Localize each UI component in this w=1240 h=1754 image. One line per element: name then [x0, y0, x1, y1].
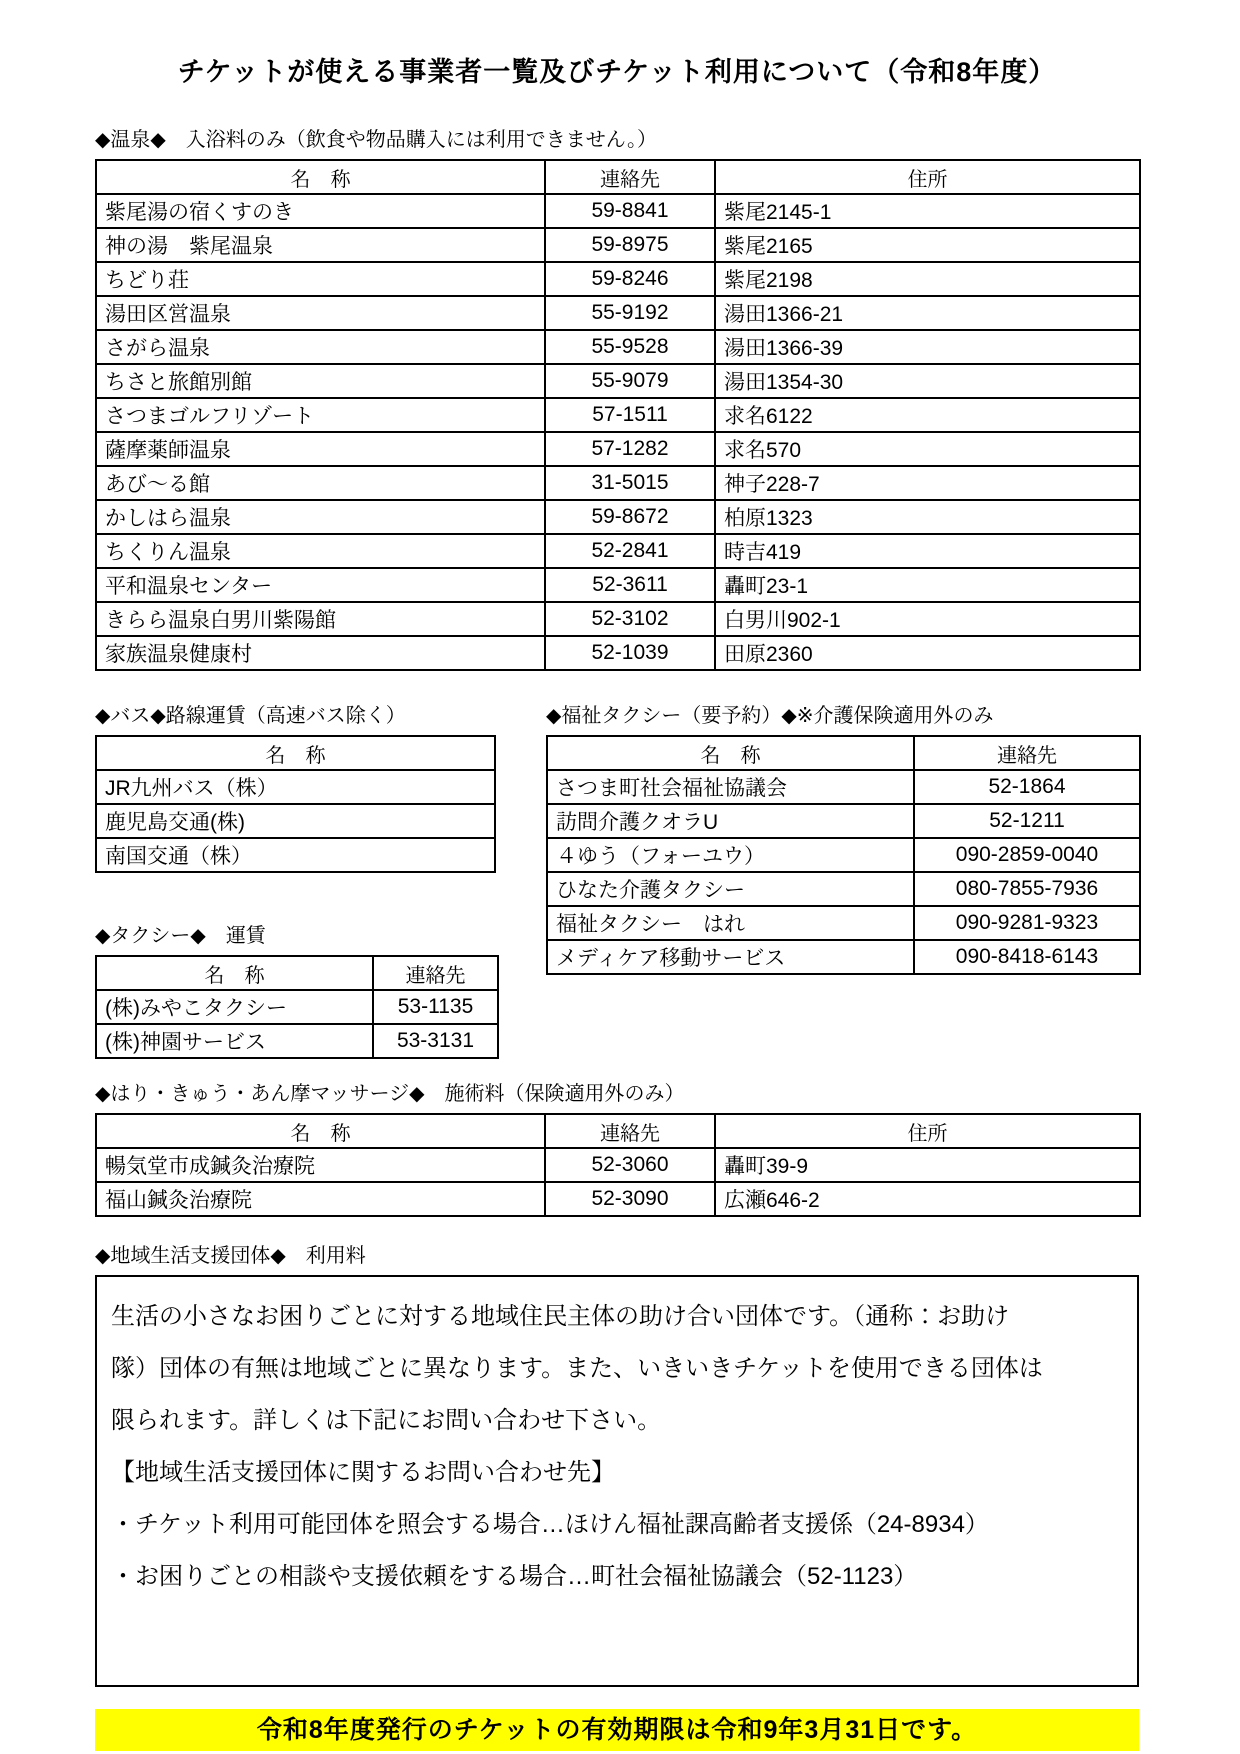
table-cell: ちさと旅館別館: [96, 364, 545, 398]
table-cell: 家族温泉健康村: [96, 636, 545, 670]
section-taxi: [95, 919, 494, 1059]
section-massage-label: ◆はり・きゅう・あん摩マッサージ◆ 施術料（保険適用外のみ）: [95, 1083, 685, 1105]
table-row: [547, 940, 1140, 974]
column-header: 連絡先: [545, 1114, 715, 1148]
column-header: 連絡先: [545, 160, 715, 194]
table-cell: 湯田1366-21: [715, 296, 1140, 330]
column-header: 名 称: [96, 736, 495, 770]
page-title: チケットが使える事業者一覧及びチケット利用について（令和8年度）: [177, 57, 1057, 87]
table-row: [96, 228, 1140, 262]
table-cell: 59-8841: [545, 194, 715, 228]
table-cell: ちくりん温泉: [96, 534, 545, 568]
section-massage: [95, 1077, 1139, 1217]
table-cell: 田原2360: [715, 636, 1140, 670]
table-cell: 時吉419: [715, 534, 1140, 568]
table-row: [96, 500, 1140, 534]
table-cell: 55-9079: [545, 364, 715, 398]
table-row: [96, 330, 1140, 364]
table-cell: 福山鍼灸治療院: [96, 1182, 545, 1216]
massage-table: [95, 1113, 1141, 1217]
column-header: 連絡先: [914, 736, 1140, 770]
section-bus: [95, 699, 494, 873]
table-row: [96, 432, 1140, 466]
massage-table-header-row: [96, 1114, 1140, 1148]
validity-notice-bar: [95, 1709, 1139, 1751]
table-cell: ひなた介護タクシー: [547, 872, 914, 906]
support-line-3: 限られます。詳しくは下記にお問い合わせ下さい。: [111, 1407, 662, 1434]
section-taxi-label: ◆タクシー◆ 運賃: [95, 925, 266, 947]
table-row: [547, 872, 1140, 906]
column-header: 連絡先: [373, 956, 498, 990]
table-cell: 轟町23-1: [715, 568, 1140, 602]
table-cell: 52-3102: [545, 602, 715, 636]
table-row: [96, 804, 495, 838]
welfare-taxi-table: [546, 735, 1141, 975]
table-cell: 52-3611: [545, 568, 715, 602]
table-row: [96, 602, 1140, 636]
table-cell: 紫尾2145-1: [715, 194, 1140, 228]
table-row: [96, 1148, 1140, 1182]
table-cell: さつまゴルフリゾート: [96, 398, 545, 432]
section-onsen-label: ◆温泉◆ 入浴料のみ（飲食や物品購入には利用できません。）: [95, 129, 657, 151]
table-row: [96, 770, 495, 804]
onsen-table: [95, 159, 1141, 671]
table-row: [547, 838, 1140, 872]
table-cell: あび～る館: [96, 466, 545, 500]
table-cell: きらら温泉白男川紫陽館: [96, 602, 545, 636]
table-cell: かしはら温泉: [96, 500, 545, 534]
right-column: [546, 699, 1139, 1059]
bus-table: [95, 735, 496, 873]
table-cell: 神子228-7: [715, 466, 1140, 500]
table-cell: (株)みやこタクシー: [96, 990, 373, 1024]
table-cell: 55-9192: [545, 296, 715, 330]
table-cell: 080-7855-7936: [914, 872, 1140, 906]
table-row: [96, 1182, 1140, 1216]
table-cell: ちどり荘: [96, 262, 545, 296]
table-row: [547, 906, 1140, 940]
table-cell: 52-3060: [545, 1148, 715, 1182]
table-cell: 59-8246: [545, 262, 715, 296]
column-header: 名 称: [96, 1114, 545, 1148]
table-row: [96, 568, 1140, 602]
table-cell: 訪問介護クオラU: [547, 804, 914, 838]
table-cell: 神の湯 紫尾温泉: [96, 228, 545, 262]
table-cell: 湯田1366-39: [715, 330, 1140, 364]
left-column: [95, 699, 494, 1059]
table-row: [96, 398, 1140, 432]
table-cell: (株)神園サービス: [96, 1024, 373, 1058]
column-header: 住所: [715, 1114, 1140, 1148]
support-line-4: 【地域生活支援団体に関するお問い合わせ先】: [111, 1459, 615, 1486]
table-cell: 湯田1354-30: [715, 364, 1140, 398]
column-header: 名 称: [96, 160, 545, 194]
table-cell: さがら温泉: [96, 330, 545, 364]
support-line-1: 生活の小さなお困りごとに対する地域住民主体の助け合い団体です。（通称：お助け: [111, 1303, 1010, 1330]
table-row: [96, 466, 1140, 500]
table-cell: 31-5015: [545, 466, 715, 500]
section-onsen: [95, 123, 1139, 671]
table-cell: 52-2841: [545, 534, 715, 568]
document-content: [95, 50, 1139, 1751]
table-row: [547, 770, 1140, 804]
table-cell: 53-3131: [373, 1024, 498, 1058]
table-cell: 鹿児島交通(株): [96, 804, 495, 838]
table-cell: 紫尾2165: [715, 228, 1140, 262]
table-cell: 広瀬646-2: [715, 1182, 1140, 1216]
table-cell: 090-9281-9323: [914, 906, 1140, 940]
table-cell: 暢気堂市成鍼灸治療院: [96, 1148, 545, 1182]
table-row: [96, 194, 1140, 228]
table-row: [96, 838, 495, 872]
table-cell: 紫尾湯の宿くすのき: [96, 194, 545, 228]
table-cell: 湯田区営温泉: [96, 296, 545, 330]
table-cell: 柏原1323: [715, 500, 1140, 534]
section-welfare-taxi: [546, 699, 1139, 975]
column-header: 住所: [715, 160, 1140, 194]
table-cell: 南国交通（株）: [96, 838, 495, 872]
section-support-group-label: ◆地域生活支援団体◆ 利用料: [95, 1245, 366, 1267]
taxi-table: [95, 955, 499, 1059]
table-row: [96, 534, 1140, 568]
section-bus-label: ◆バス◆路線運賃（高速バス除く）: [95, 705, 406, 727]
welfare-taxi-table-header-row: [547, 736, 1140, 770]
section-support-group: [95, 1239, 1139, 1687]
section-welfare-taxi-label: ◆福祉タクシー（要予約）◆※介護保険適用外のみ: [546, 705, 994, 727]
table-cell: メディケア移動サービス: [547, 940, 914, 974]
table-cell: 52-1211: [914, 804, 1140, 838]
support-line-2: 隊）団体の有無は地域ごとに異なります。また、いきいきチケットを使用できる団体は: [111, 1355, 1043, 1382]
support-line-5: ・チケット利用可能団体を照会する場合…ほけん福祉課高齢者支援係（24-8934）: [111, 1511, 989, 1538]
two-column-area: [95, 699, 1139, 1059]
table-row: [96, 262, 1140, 296]
table-cell: 白男川902-1: [715, 602, 1140, 636]
table-cell: 57-1511: [545, 398, 715, 432]
table-row: [96, 364, 1140, 398]
table-cell: 福祉タクシー はれ: [547, 906, 914, 940]
table-row: [96, 1024, 498, 1058]
table-cell: 紫尾2198: [715, 262, 1140, 296]
table-cell: 求名570: [715, 432, 1140, 466]
table-cell: 平和温泉センター: [96, 568, 545, 602]
table-cell: 090-2859-0040: [914, 838, 1140, 872]
taxi-table-header-row: [96, 956, 498, 990]
support-line-6: ・お困りごとの相談や支援依頼をする場合…町社会福祉協議会（52-1123）: [111, 1563, 918, 1590]
table-cell: 52-1039: [545, 636, 715, 670]
bus-table-header-row: [96, 736, 495, 770]
table-cell: ４ゆう（フォーユウ）: [547, 838, 914, 872]
table-row: [96, 296, 1140, 330]
support-group-description-box: [95, 1275, 1139, 1687]
table-cell: 57-1282: [545, 432, 715, 466]
table-cell: 59-8672: [545, 500, 715, 534]
table-row: [96, 636, 1140, 670]
table-cell: 090-8418-6143: [914, 940, 1140, 974]
validity-notice-text: 令和8年度発行のチケットの有効期限は令和9年3月31日です。: [256, 1716, 978, 1744]
table-row: [96, 990, 498, 1024]
table-cell: 59-8975: [545, 228, 715, 262]
table-cell: 52-1864: [914, 770, 1140, 804]
table-row: [547, 804, 1140, 838]
table-cell: 轟町39-9: [715, 1148, 1140, 1182]
table-cell: さつま町社会福祉協議会: [547, 770, 914, 804]
table-cell: 55-9528: [545, 330, 715, 364]
table-cell: 53-1135: [373, 990, 498, 1024]
column-header: 名 称: [96, 956, 373, 990]
table-cell: 求名6122: [715, 398, 1140, 432]
table-cell: JR九州バス（株）: [96, 770, 495, 804]
table-cell: 52-3090: [545, 1182, 715, 1216]
onsen-table-header-row: [96, 160, 1140, 194]
column-header: 名 称: [547, 736, 914, 770]
table-cell: 薩摩薬師温泉: [96, 432, 545, 466]
